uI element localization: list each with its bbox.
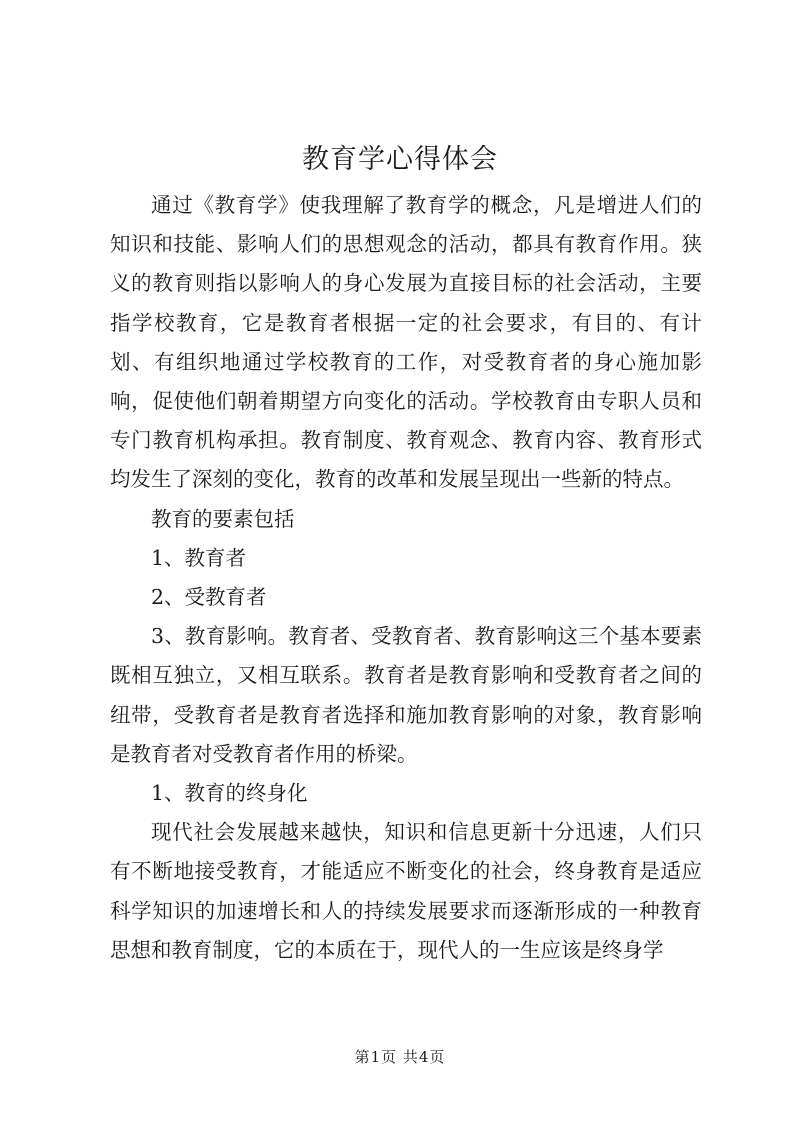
paragraph-lifelong-heading: 1、教育的终身化 (151, 781, 308, 806)
paragraph-item-influence: 3、教育影响。教育者、受教育者、教育影响这三个基本要素既相互独立，又相互联系。教育者是教育影响和受教育者之间的纽带，受教育者是教育者选择和施加教育影响的对象，教育影响是教育者对受教育者作用的桥梁。 (110, 624, 702, 766)
paragraph-elements-heading: 教育的要素包括 (151, 506, 295, 531)
paragraph-lifelong-body: 现代社会发展越来越快，知识和信息更新十分迅速，人们只有不断地接受教育，才能适应不断变化的社会，终身教育是适应科学知识的加速增长和人的持续发展要求而逐渐形成的一种教育思想和教育制度，它的本质在于，现代人的一生应该是终身学 (110, 820, 702, 962)
page-number-footer: 第1页 共4页 (354, 1048, 446, 1066)
paragraph-item-learner: 2、受教育者 (151, 585, 267, 610)
document-title: 教育学心得体会 (302, 144, 498, 175)
paragraph-item-educator: 1、教育者 (151, 545, 247, 570)
document-body (110, 186, 702, 970)
paragraph-intro: 通过《教育学》使我理解了教育学的概念，凡是增进人们的知识和技能、影响人们的思想观念的活动，都具有教育作用。狭义的教育则指以影响人的身心发展为直接目标的社会活动，主要指学校教育，它是教育者根据一定的社会要求，有目的、有计划、有组织地通过学校教育的工作，对受教育者的身心施加影响，促使他们朝着期望方向变化的活动。学校教育由专职人员和专门教育机构承担。教育制度、教育观念、教育内容、教育形式均发生了深刻的变化，教育的改革和发展呈现出一些新的特点。 (110, 193, 702, 492)
